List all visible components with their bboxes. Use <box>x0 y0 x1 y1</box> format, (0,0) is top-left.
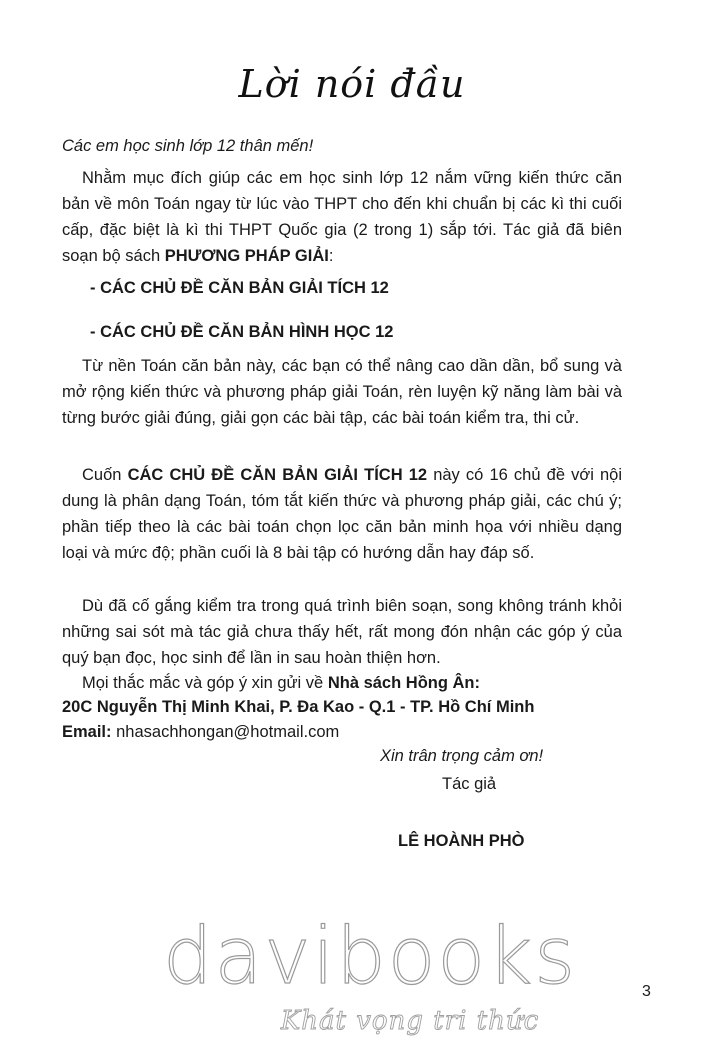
publisher-address: 20C Nguyễn Thị Minh Khai, P. Đa Kao - Q.1 - TP. Hồ Chí Minh <box>62 698 535 716</box>
contact-lead: Mọi thắc mắc và góp ý xin gửi về <box>82 674 328 692</box>
page-title: Lời nói đầu <box>238 62 466 106</box>
closing-thanks: Xin trân trọng cảm ơn! <box>380 747 544 765</box>
intro-text: Nhằm mục đích giúp các em học sinh lớp 12 nắm vững kiến thức căn bản về môn Toán ngay từ lúc vào THPT cho đến khi chuẩn bị các kì thi cuối cấp, đặc biệt là kì thi THPT Quốc gia (2 trong 1) sắp tới. Tác giả đã biên soạn bộ sách <box>62 169 622 265</box>
email-label: Email: <box>62 723 112 741</box>
paragraph-4: Dù đã cố gắng kiểm tra trong quá trình biên soạn, song không tránh khỏi những sai sót mà tác giả chưa thấy hết, rất mong đón nhận các góp ý của quý bạn đọc, học sinh để lần in sau hoàn thiện hơn. <box>62 597 622 667</box>
contact-line <box>62 670 622 696</box>
paragraph-2: Từ nền Toán căn bản này, các bạn có thể nâng cao dần dần, bổ sung và mở rộng kiến thức và phương pháp giải Toán, rèn luyện kỹ năng làm bài và từng bước giải đúng, giải gọn các bài tập, các bài toán kiểm tra, thi cử. <box>62 357 622 427</box>
book-title-bold: CÁC CHỦ ĐỀ CĂN BẢN GIẢI TÍCH 12 <box>127 466 428 484</box>
intro-paragraph <box>62 165 622 269</box>
para3-start: Cuốn <box>82 466 128 484</box>
book-item-geometry: - CÁC CHỦ ĐỀ CĂN BẢN HÌNH HỌC 12 <box>90 323 394 341</box>
email-address: nhasachhongan@hotmail.com <box>111 723 340 741</box>
watermark-logo: davibooks <box>163 912 577 1002</box>
paragraph-3 <box>62 462 622 566</box>
watermark-tagline: Khát vọng tri thức <box>280 1006 540 1036</box>
greeting: Các em học sinh lớp 12 thân mến! <box>62 137 314 155</box>
page-number: 3 <box>642 983 651 1000</box>
author-label: Tác giả <box>442 775 497 793</box>
series-name: PHƯƠNG PHÁP GIẢI <box>164 247 329 265</box>
intro-end: : <box>328 247 334 265</box>
email-line <box>62 719 622 745</box>
publisher-name: Nhà sách Hồng Ân: <box>327 674 481 692</box>
para3-rest: này có 16 chủ đề với nội dung là phân dạng Toán, tóm tắt kiến thức và phương pháp giải, các chú ý; phần tiếp theo là các bài toán chọn lọc căn bản minh họa với nhiều dạng loại và mức độ; phần cuối là 8 bài tập có hướng dẫn hay đáp số. <box>62 466 622 562</box>
book-item-calculus: - CÁC CHỦ ĐỀ CĂN BẢN GIẢI TÍCH 12 <box>90 279 389 297</box>
author-name: LÊ HOÀNH PHÒ <box>398 832 525 850</box>
